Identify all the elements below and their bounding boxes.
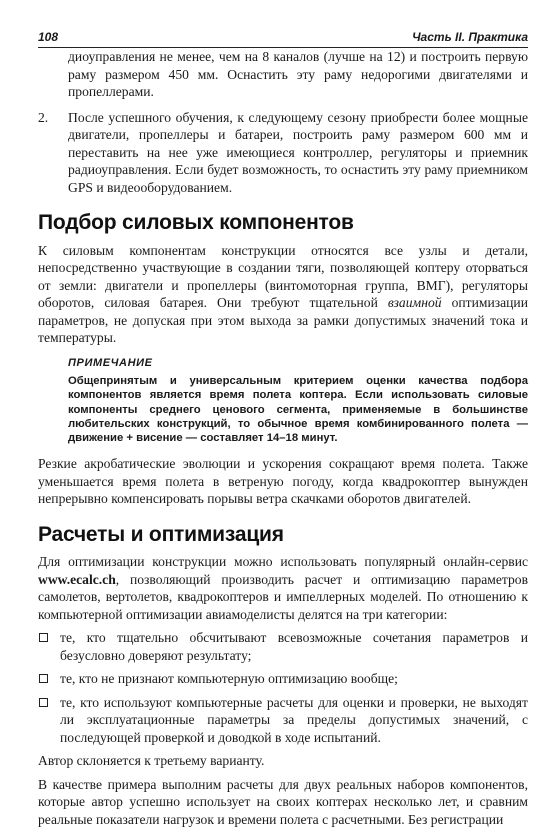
paragraph: Резкие акробатические эволюции и ускорения сокращают время полета. Также уменьшается время полета в ветреную погоду, когда квадрокоптер вынужден непрерывно компенсировать порывы ветра скачками оборотов двигателей. xyxy=(38,456,528,507)
website-link[interactable]: www.ecalc.ch xyxy=(38,571,116,587)
note-box xyxy=(68,355,528,446)
part-title: Часть II. Практика xyxy=(412,30,528,44)
list-item-continuation: диоуправления не менее, чем на 8 каналов (лучше на 12) и построить первую раму размером 450 мм. Оснастить эту раму недорогими двигателями и пропеллерами. xyxy=(68,49,528,99)
checkbox-bullet-icon xyxy=(39,698,48,707)
page-content xyxy=(38,48,528,828)
paragraph: Автор склоняется к третьему варианту. xyxy=(38,753,265,769)
page-number: 108 xyxy=(38,30,59,44)
paragraph: К силовым компонентам конструкции относятся все узлы и детали, непосредственно участвующие в создании тяги, позволяющей коптеру оторваться от земли: двигатели и пропеллеры (винтомоторная группа, ВМГ), регуляторы оборотов, силовая батарея. Они требуют тщательной взаимной оптимизации параметров, не допуская при этом выхода за рамки допустимых значений тока и температуры. xyxy=(38,242,528,345)
checkbox-bullet-icon xyxy=(39,674,48,683)
numbered-list-item xyxy=(38,109,528,197)
running-header xyxy=(38,30,528,48)
list-item-number: 2. xyxy=(38,109,49,125)
section-heading: Расчеты и оптимизация xyxy=(38,522,284,546)
list-item: те, кто не признают компьютерную оптимизацию вообще; xyxy=(38,670,528,688)
paragraph: Для оптимизации конструкции можно использовать популярный онлайн-сервис www.ecalc.ch, позволяющий производить расчет и оптимизацию параметров самолетов, вертолетов, квадрокоптеров и импеллерных моделей. По отношению к компьютерной оптимизации авиамоделисты делятся на три категории: xyxy=(38,554,528,622)
paragraph: В качестве примера выполним расчеты для двух реальных наборов компонентов, которые автор успешно использует на своих коптерах несколько лет, и сравним реальные показатели нагрузок и времени полета с расчетными. Без регистрации xyxy=(38,776,528,827)
note-text: Общепринятым и универсальным критерием оценки качества подбора компонентов является время полета коптера. Если использовать силовые компоненты среднего ценового сегмента, применяемые в большинстве любительских конструкций, то обычное время комбинированного полета — движение + висение — составляет 14–18 минут. xyxy=(68,375,528,445)
bullet-list xyxy=(38,629,528,746)
list-item-text: После успешного обучения, к следующему сезону приобрести более мощные двигатели, пропеллеры и батареи, построить раму размером 600 мм и переставить на нее уже имеющиеся контроллер, регуляторы и приемник радиоуправления. Если будет возможность, то оснастить эту раму приемником GPS и видеооборудованием. xyxy=(68,109,528,195)
checkbox-bullet-icon xyxy=(39,633,48,642)
emphasis-text: взаимной xyxy=(387,295,442,310)
section-heading: Подбор силовых компонентов xyxy=(38,211,354,234)
list-item: те, кто используют компьютерные расчеты для оценки и проверки, не выходят ли эксплуатационные параметры за пределы допустимых значений, с последующей проверкой и доводкой в ходе испытаний. xyxy=(38,694,528,747)
note-title: ПРИМЕЧАНИЕ xyxy=(68,356,153,369)
list-item: те, кто тщательно обсчитывают всевозможные сочетания параметров и безусловно доверяют результату; xyxy=(38,629,528,664)
